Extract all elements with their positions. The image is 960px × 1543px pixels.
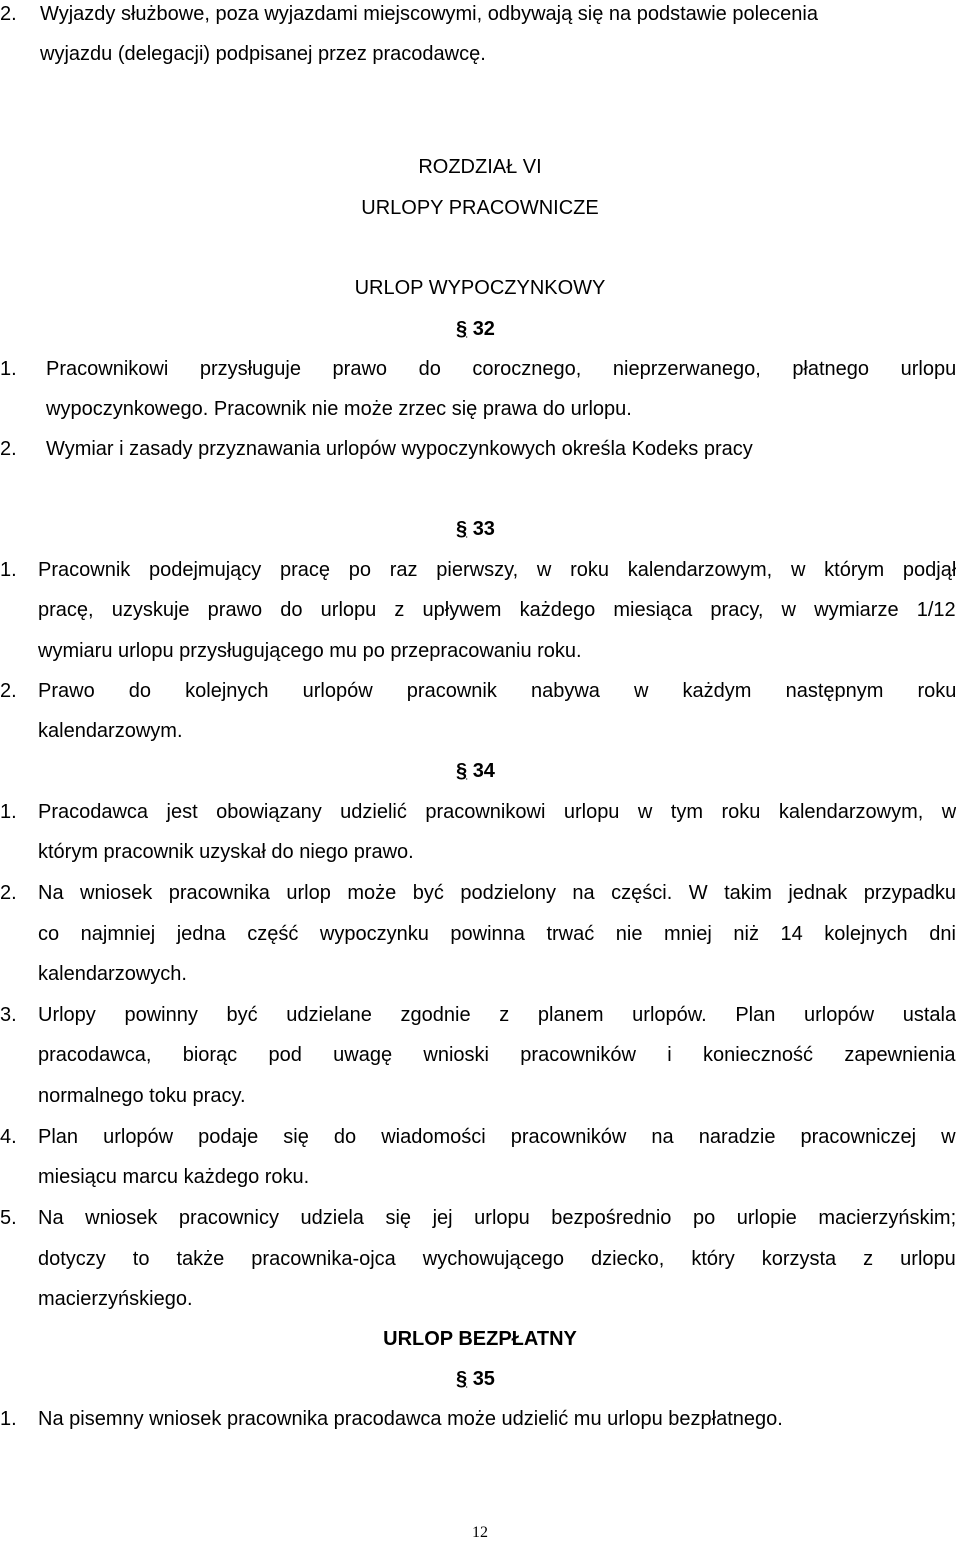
item-number: 1.: [0, 358, 17, 380]
paragraph-line: wypoczynkowego. Pracownik nie może zrzec się prawa do urlopu.: [46, 398, 632, 420]
paragraph-line: Pracownik podejmujący pracę po raz pierwszy, w roku kalendarzowym, w którym podjął: [38, 559, 956, 581]
section-heading-leave: URLOP WYPOCZYNKOWY: [354, 277, 606, 299]
section-number-34: § 34: [456, 760, 495, 782]
paragraph-line: Prawo do kolejnych urlopów pracownik nabywa w każdym następnym roku: [38, 680, 956, 702]
paragraph-line: macierzyńskiego.: [38, 1288, 193, 1310]
paragraph-line: Plan urlopów podaje się do wiadomości pracowników na naradzie pracowniczej w: [38, 1126, 956, 1148]
paragraph-line: Urlopy powinny być udzielane zgodnie z planem urlopów. Plan urlopów ustala: [38, 1004, 956, 1026]
paragraph-line: miesiącu marcu każdego roku.: [38, 1166, 310, 1188]
paragraph-line: pracodawca, biorąc pod uwagę wnioski pracowników i konieczność zapewnienia: [38, 1044, 956, 1066]
paragraph-line: dotyczy to także pracownika-ojca wychowującego dziecko, który korzysta z urlopu: [38, 1248, 956, 1270]
paragraph-symbol: §: [456, 318, 468, 340]
item-number: 2.: [0, 438, 17, 460]
paragraph-line: Pracodawca jest obowiązany udzielić pracownikowi urlopu w tym roku kalendarzowym, w: [38, 801, 956, 823]
section-number-33: § 33: [456, 518, 495, 540]
section-number-32: § 32: [456, 318, 495, 340]
paragraph-symbol: §: [456, 518, 468, 540]
item-number: 1.: [0, 559, 17, 581]
paragraph-line: normalnego toku pracy.: [38, 1085, 246, 1107]
paragraph-line: kalendarzowym.: [38, 720, 183, 742]
paragraph-symbol: §: [456, 1368, 468, 1390]
paragraph-symbol: §: [456, 760, 468, 782]
section-heading-unpaid: URLOP BEZPŁATNY: [383, 1328, 577, 1350]
chapter-title: ROZDZIAŁ VI: [418, 156, 542, 178]
item-number: 1.: [0, 801, 17, 823]
paragraph-line: Pracownikowi przysługuje prawo do corocznego, nieprzerwanego, płatnego urlopu: [46, 358, 956, 380]
paragraph-line: wymiaru urlopu przysługującego mu po przepracowaniu roku.: [38, 640, 582, 662]
paragraph-line: wyjazdu (delegacji) podpisanej przez pracodawcę.: [40, 43, 486, 65]
item-number: 2.: [0, 680, 17, 702]
paragraph-line: Na wniosek pracownika urlop może być podzielony na części. W takim jednak przypadku: [38, 882, 956, 904]
paragraph-line: kalendarzowych.: [38, 963, 187, 985]
item-number: 5.: [0, 1207, 17, 1229]
chapter-subtitle: URLOPY PRACOWNICZE: [361, 197, 599, 219]
item-number: 2.: [0, 3, 17, 25]
item-number: 3.: [0, 1004, 17, 1026]
section-number-35: § 35: [456, 1368, 495, 1390]
item-number: 1.: [0, 1408, 17, 1430]
paragraph-line: Na pisemny wniosek pracownika pracodawca może udzielić mu urlopu bezpłatnego.: [38, 1408, 783, 1430]
paragraph-line: pracę, uzyskuje prawo do urlopu z upływem każdego miesiąca pracy, w wymiarze 1/12: [38, 599, 956, 621]
item-number: 2.: [0, 882, 17, 904]
paragraph-line: co najmniej jedna część wypoczynku powinna trwać nie mniej niż 14 kolejnych dni: [38, 923, 956, 945]
paragraph-line: Na wniosek pracownicy udziela się jej urlopu bezpośrednio po urlopie macierzyńskim;: [38, 1207, 956, 1229]
paragraph-line: Wymiar i zasady przyznawania urlopów wypoczynkowych określa Kodeks pracy: [46, 438, 753, 460]
page-number: 12: [472, 1524, 488, 1541]
paragraph-line: Wyjazdy służbowe, poza wyjazdami miejscowymi, odbywają się na podstawie polecenia: [40, 3, 818, 25]
paragraph-line: którym pracownik uzyskał do niego prawo.: [38, 841, 414, 863]
item-number: 4.: [0, 1126, 17, 1148]
